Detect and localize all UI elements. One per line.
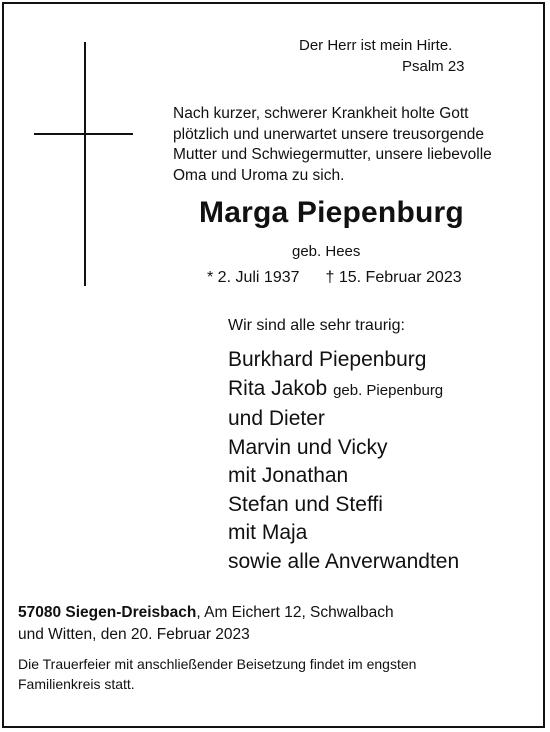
psalm-reference: Psalm 23 — [402, 58, 465, 75]
mourner-line: und Dieter — [228, 407, 325, 430]
intro-text — [173, 104, 533, 186]
cross-icon-crossbar — [34, 133, 133, 135]
address-date-line: und Witten, den 20. Februar 2023 — [18, 626, 250, 643]
mourner-line: mit Jonathan — [228, 464, 349, 487]
funeral-line: Familienkreis statt. — [18, 676, 135, 692]
funeral-line: Die Trauerfeier mit anschließender Beisetzung findet im engsten — [18, 656, 417, 672]
address-line — [18, 602, 394, 624]
mourner-line — [228, 375, 459, 406]
mourning-statement: Wir sind alle sehr traurig: — [228, 317, 405, 334]
address-city: 57080 Siegen-Dreisbach — [18, 604, 197, 621]
mourner-name: Rita Jakob — [228, 376, 328, 400]
deceased-name: Marga Piepenburg — [199, 196, 464, 229]
mourner-line: sowie alle Anverwandten — [228, 549, 460, 573]
birth-name: geb. Hees — [292, 243, 361, 260]
life-dates — [207, 269, 462, 287]
funeral-notice — [18, 654, 518, 694]
psalm-quote: Der Herr ist mein Hirte. — [299, 37, 453, 54]
intro-line: Oma und Uroma zu sich. — [173, 166, 345, 184]
mourner-line: Stefan und Steffi — [228, 492, 383, 516]
mourners-list — [228, 346, 459, 576]
birth-date: * 2. Juli 1937 — [207, 269, 300, 286]
intro-line: plötzlich und unerwartet unsere treusorgende — [173, 125, 485, 143]
intro-line: Mutter und Schwiegermutter, unsere liebevolle — [173, 146, 492, 163]
address-street: , Am Eichert 12, Schwalbach — [196, 604, 394, 621]
mourner-line: Burkhard Piepenburg — [228, 348, 427, 371]
mourner-birth-name: geb. Piepenburg — [333, 381, 444, 399]
death-date: † 15. Februar 2023 — [325, 269, 462, 286]
intro-line: Nach kurzer, schwerer Krankheit holte Gott — [173, 105, 469, 122]
mourner-line: mit Maja — [228, 521, 308, 544]
address-block — [18, 602, 394, 646]
mourner-line: Marvin und Vicky — [228, 435, 388, 459]
cross-icon — [84, 42, 86, 286]
